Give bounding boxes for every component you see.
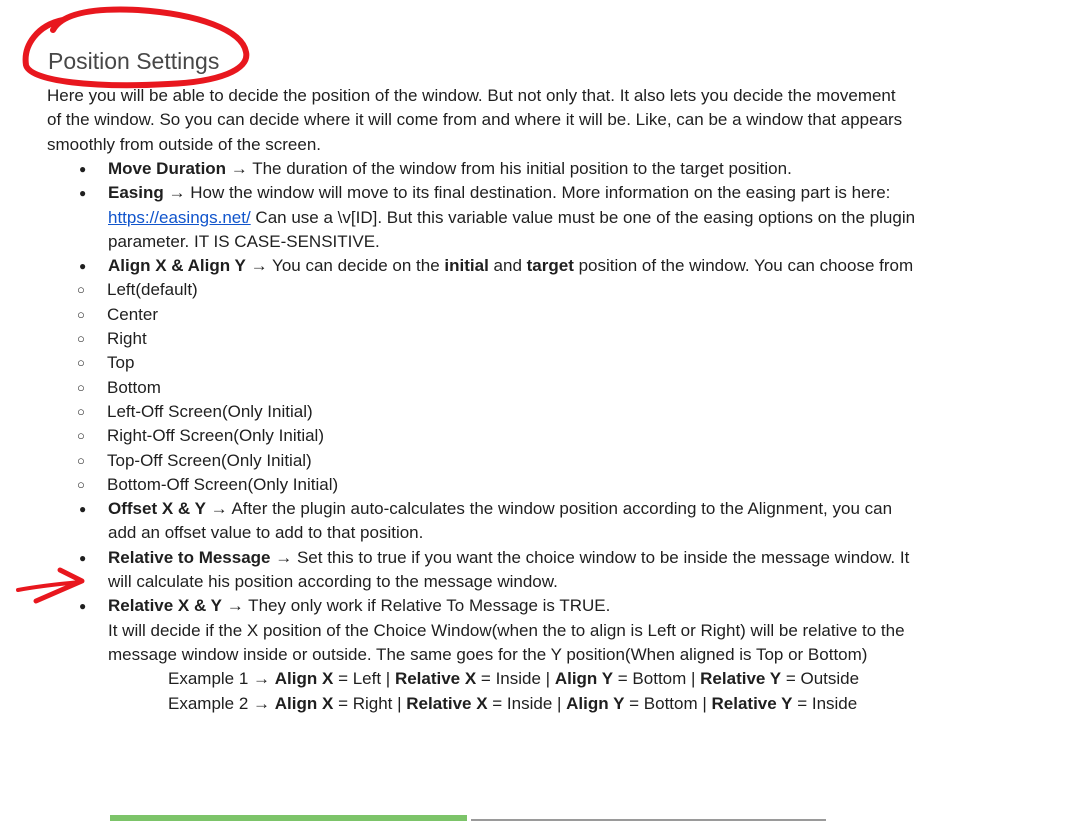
align-option: ○ Bottom	[48, 376, 917, 400]
image-green-thumbnail	[110, 815, 467, 821]
desc-align: You can decide on the	[267, 256, 445, 276]
term-relative-to-message: Relative to Message	[108, 547, 271, 567]
list-item-offset	[47, 497, 917, 546]
bold-align-x: Align X	[274, 669, 334, 689]
arrow: →	[250, 256, 268, 276]
easings-link[interactable]: https://easings.net/	[108, 207, 251, 227]
align-option: ○ Bottom-Off Screen(Only Initial)	[48, 473, 917, 497]
value: = Left |	[333, 669, 395, 689]
align-option: ○ Right	[48, 327, 917, 351]
bold-relative-y: Relative Y	[711, 693, 793, 713]
detail-relative-xy: It will decide if the X position of the Choice Window(when the to align is Left or Right) will be relative to the message window inside or outside. The same goes for the Y position(When aligned is Top or Bottom)	[108, 620, 905, 664]
arrow: →	[275, 547, 293, 567]
value: = Inside	[792, 693, 858, 713]
align-option: ○ Top	[48, 351, 917, 375]
value: = Bottom |	[624, 693, 712, 713]
settings-list	[47, 157, 917, 716]
term-move-duration: Move Duration	[108, 159, 227, 178]
list-item-align	[47, 254, 917, 497]
bold-relative-x: Relative X	[394, 669, 477, 689]
bold-target: target	[526, 256, 574, 276]
list-item-move-duration	[47, 157, 917, 181]
list-item-relative-xy	[47, 594, 917, 715]
red-circle-annotation	[18, 0, 258, 90]
section-title: Position Settings	[48, 48, 220, 74]
value: = Bottom |	[613, 669, 701, 689]
value: = Outside	[781, 669, 860, 689]
arrow: →	[253, 693, 271, 713]
term-easing: Easing	[108, 183, 164, 203]
example-1	[108, 667, 917, 691]
value: = Inside |	[476, 669, 555, 689]
term-align: Align X & Align Y	[108, 256, 246, 276]
desc-align-and: and	[488, 256, 527, 276]
align-option: ○ Right-Off Screen(Only Initial)	[48, 424, 917, 448]
desc-easing-after: Can use a \v[ID]. But this variable value must be one of the easing options on the plugin parameter. IT IS CASE-SENSITIVE.	[108, 207, 916, 251]
arrow: →	[168, 183, 186, 203]
term-relative-xy: Relative X & Y	[108, 596, 223, 616]
desc-relative-to-message: Set this to true if you want the choice window to be inside the message window. It will calculate his position according to the message window.	[108, 547, 910, 592]
list-item-relative-to-message	[47, 546, 917, 595]
desc-easing: How the window will move to its final destination. More information on the easing part is here:	[185, 183, 891, 203]
desc-move-duration: The duration of the window from his initial position to the target position.	[247, 159, 792, 178]
term-offset: Offset X & Y	[108, 499, 206, 519]
bold-initial: initial	[444, 256, 489, 276]
value: = Right |	[333, 693, 407, 713]
arrow: →	[230, 159, 248, 178]
align-option: ○ Center	[48, 303, 917, 327]
align-option: ○ Top-Off Screen(Only Initial)	[48, 449, 917, 473]
bold-align-y: Align Y	[554, 669, 614, 689]
value: = Inside |	[487, 693, 567, 713]
bold-align-x: Align X	[274, 693, 334, 713]
intro-paragraph: Here you will be able to decide the position of the window. But not only that. It also lets you decide the movement of the window. So you can decide where it will come from and where it will be. Like, can be a window that appears smoothly from outside of the screen.	[47, 86, 903, 154]
list-item-easing	[47, 181, 917, 254]
desc-relative-xy: They only work if Relative To Message is TRUE.	[243, 596, 611, 616]
align-option: ○ Left-Off Screen(Only Initial)	[48, 400, 917, 424]
arrow: →	[253, 669, 271, 689]
bold-relative-x: Relative X	[406, 693, 488, 713]
arrow: →	[226, 596, 244, 616]
example-2	[108, 692, 917, 716]
red-arrow-annotation	[14, 566, 86, 606]
example-label: Example 2	[168, 693, 254, 713]
bold-relative-y: Relative Y	[700, 669, 782, 689]
align-options	[108, 278, 917, 497]
align-option: ○ Left(default)	[48, 278, 917, 302]
bold-align-y: Align Y	[566, 693, 625, 713]
desc-offset: After the plugin auto-calculates the window position according to the Alignment, you can add an offset value to add to that position.	[108, 499, 893, 543]
arrow: →	[210, 499, 228, 519]
desc-align-rest: position of the window. You can choose from	[573, 256, 914, 276]
example-label: Example 1	[168, 669, 254, 689]
